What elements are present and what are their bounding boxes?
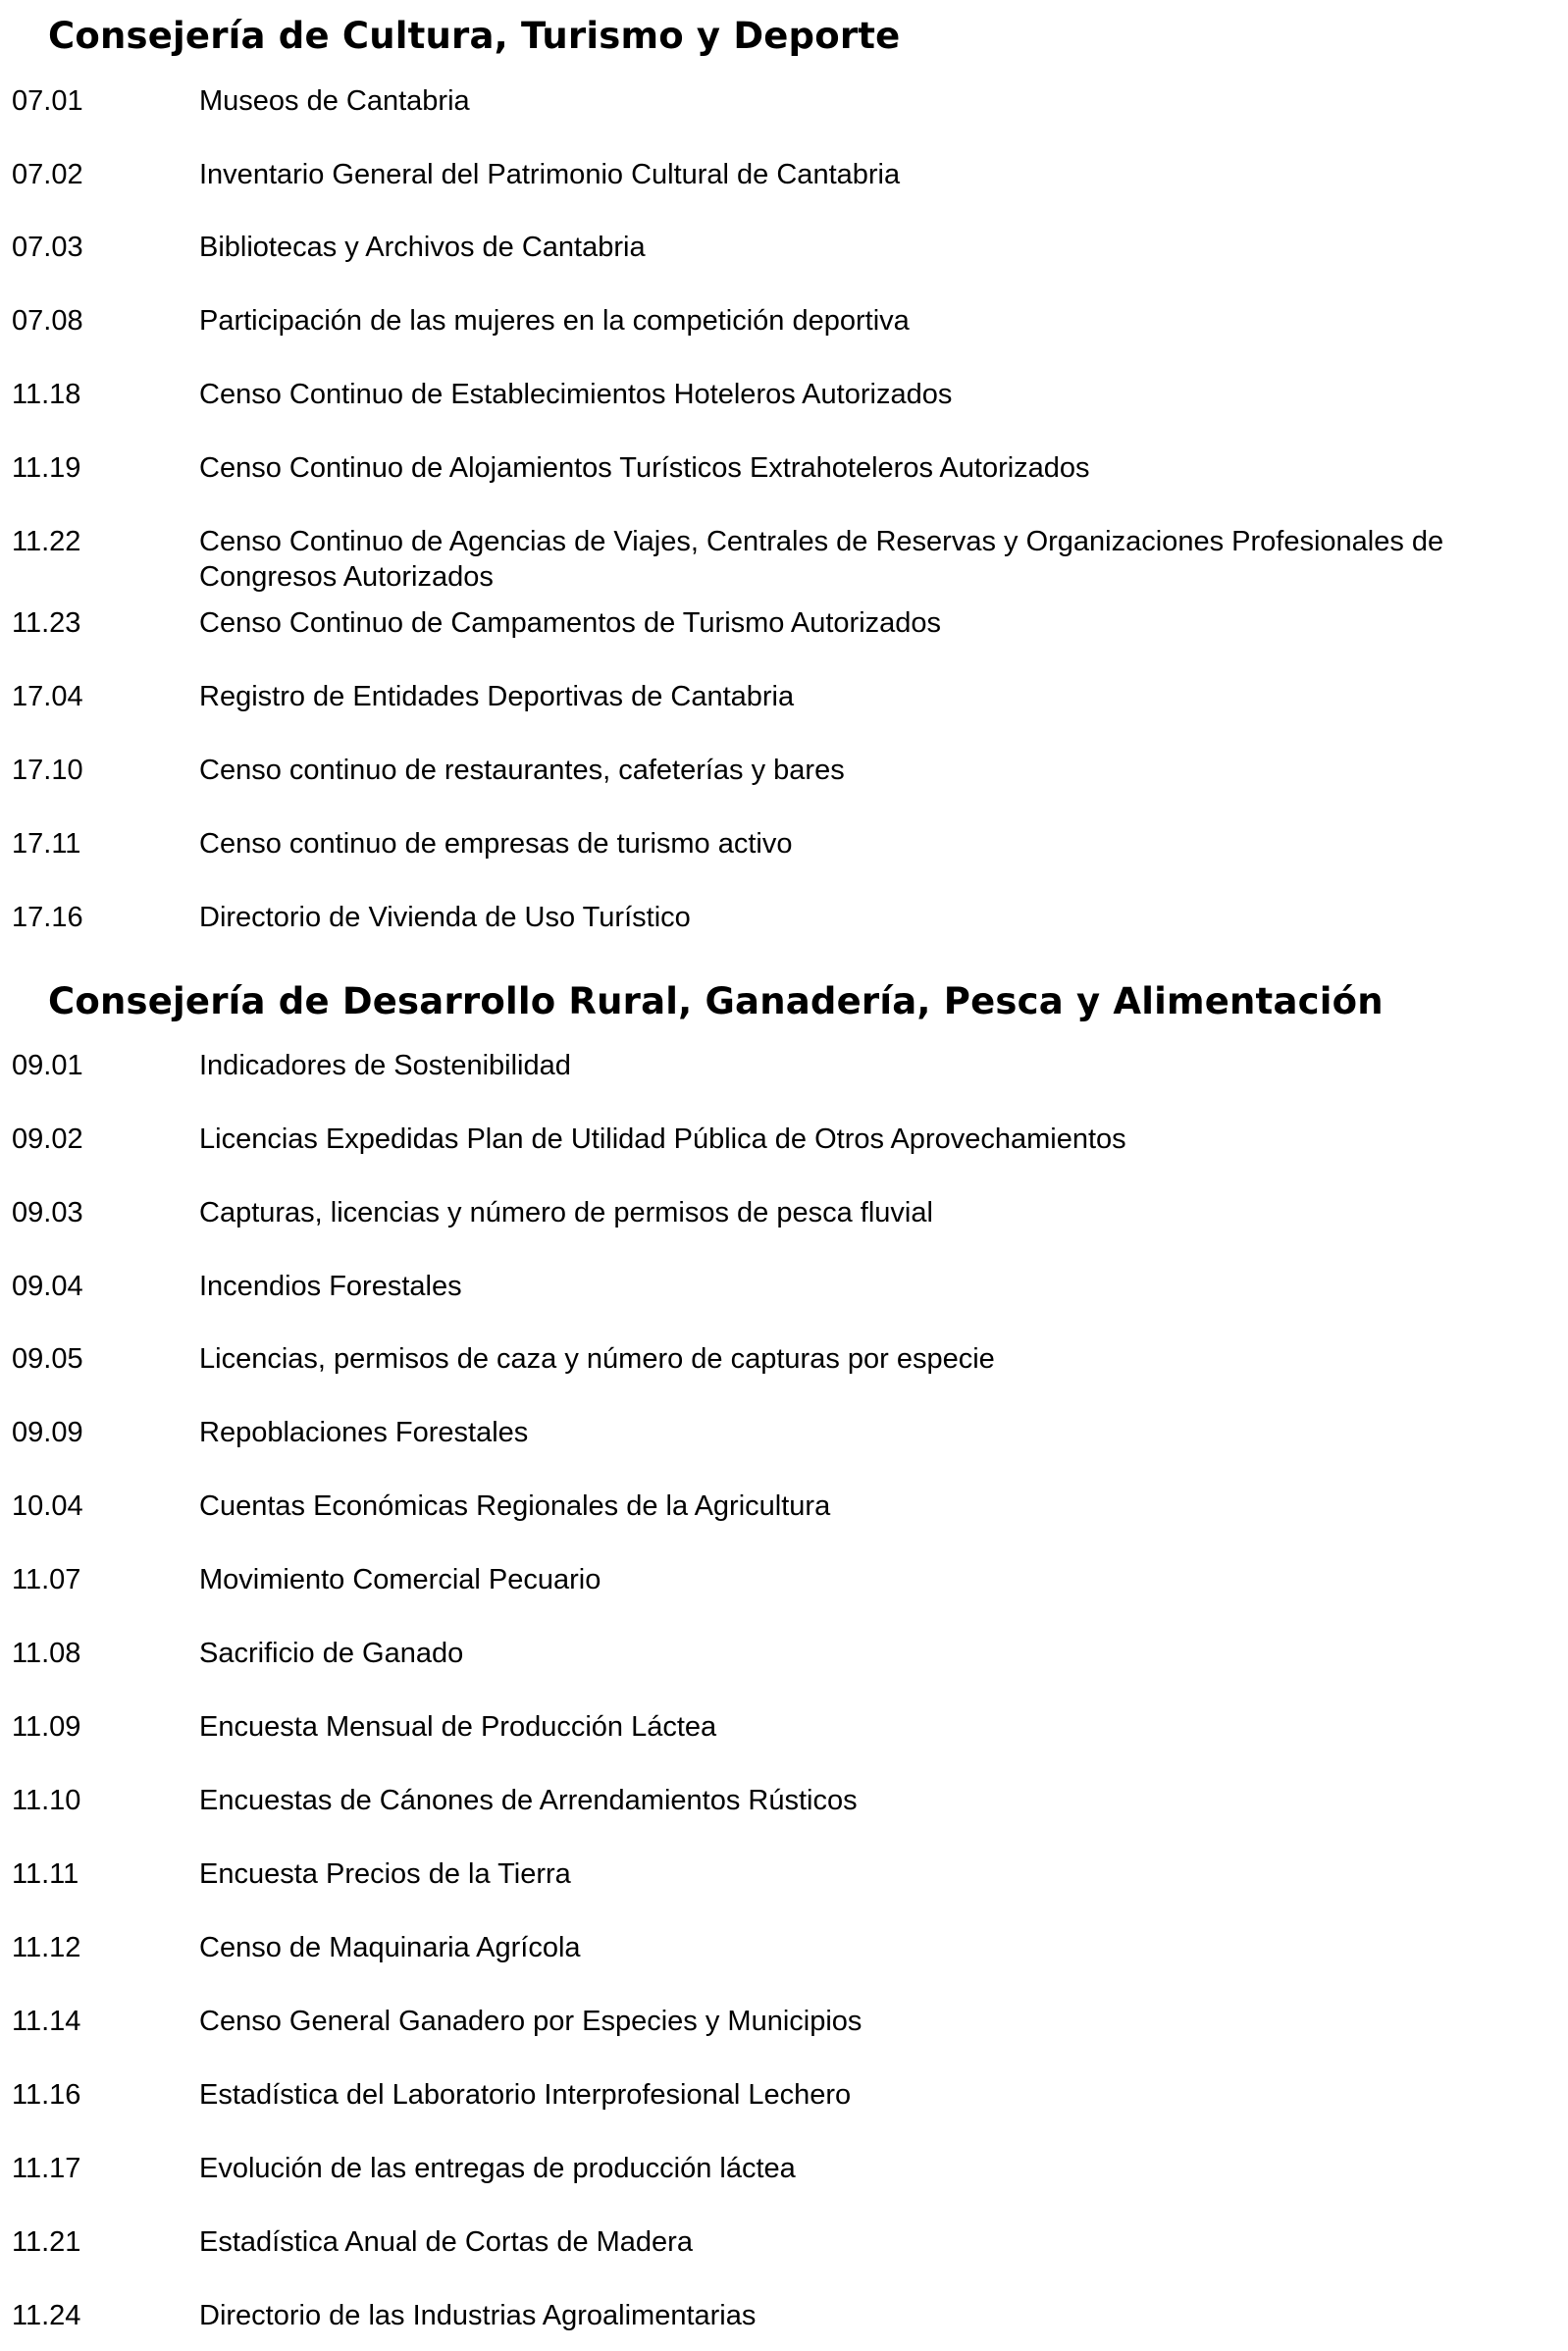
entry-code: 11.12 bbox=[12, 1932, 81, 1963]
entry-label: Cuentas Económicas Regionales de la Agricultura bbox=[199, 1490, 831, 1522]
entry-label: Evolución de las entregas de producción láctea bbox=[199, 2153, 796, 2184]
entry-label: Encuesta Precios de la Tierra bbox=[199, 1858, 571, 1890]
entry-label: Incendios Forestales bbox=[199, 1271, 462, 1302]
entry-label: Capturas, licencias y número de permisos de pesca fluvial bbox=[199, 1197, 933, 1228]
entry-code: 11.16 bbox=[12, 2079, 81, 2111]
entry-code: 11.18 bbox=[12, 379, 81, 410]
entry-code: 11.09 bbox=[12, 1711, 81, 1743]
entry-code: 17.04 bbox=[12, 681, 83, 712]
entry-code: 11.23 bbox=[12, 607, 81, 639]
entry-label: Participación de las mujeres en la competición deportiva bbox=[199, 305, 910, 337]
entry-code: 11.24 bbox=[12, 2300, 81, 2331]
entry-label: Movimiento Comercial Pecuario bbox=[199, 1564, 601, 1595]
entry-code: 11.14 bbox=[12, 2006, 81, 2037]
entry-label: Estadística Anual de Cortas de Madera bbox=[199, 2226, 693, 2258]
section-title-cultura: Consejería de Cultura, Turismo y Deporte bbox=[48, 15, 901, 57]
entry-code: 11.17 bbox=[12, 2153, 81, 2184]
entry-code: 07.08 bbox=[12, 305, 83, 337]
entry-label: Censo General Ganadero por Especies y Municipios bbox=[199, 2006, 862, 2037]
entry-label: Indicadores de Sostenibilidad bbox=[199, 1050, 571, 1081]
entry-code: 11.07 bbox=[12, 1564, 81, 1595]
entry-code: 07.02 bbox=[12, 159, 83, 190]
entry-code: 07.03 bbox=[12, 232, 83, 263]
entry-label: Registro de Entidades Deportivas de Cantabria bbox=[199, 681, 795, 712]
entry-code: 11.08 bbox=[12, 1638, 81, 1669]
entry-label: Licencias, permisos de caza y número de capturas por especie bbox=[199, 1343, 995, 1375]
entry-code: 11.21 bbox=[12, 2226, 81, 2258]
entry-code: 17.16 bbox=[12, 902, 83, 933]
entry-label: Censo Continuo de Alojamientos Turísticos Extrahoteleros Autorizados bbox=[199, 452, 1090, 484]
entry-code: 11.11 bbox=[12, 1858, 79, 1890]
entry-label: Estadística del Laboratorio Interprofesional Lechero bbox=[199, 2079, 852, 2111]
entry-code: 17.11 bbox=[12, 828, 81, 860]
entry-label: Directorio de Vivienda de Uso Turístico bbox=[199, 902, 691, 933]
entry-code: 11.22 bbox=[12, 526, 81, 557]
entry-label: Sacrificio de Ganado bbox=[199, 1638, 464, 1669]
entry-label: Bibliotecas y Archivos de Cantabria bbox=[199, 232, 646, 263]
entry-label: Encuesta Mensual de Producción Láctea bbox=[199, 1711, 717, 1743]
entry-label: Repoblaciones Forestales bbox=[199, 1417, 529, 1448]
entry-code: 09.05 bbox=[12, 1343, 83, 1375]
entry-label: Censo continuo de empresas de turismo activo bbox=[199, 828, 793, 860]
entry-label: Inventario General del Patrimonio Cultural de Cantabria bbox=[199, 159, 901, 190]
entry-label: Museos de Cantabria bbox=[199, 85, 470, 117]
entry-code: 09.09 bbox=[12, 1417, 83, 1448]
entry-code: 17.10 bbox=[12, 755, 83, 786]
entry-label: Censo de Maquinaria Agrícola bbox=[199, 1932, 581, 1963]
entry-code: 07.01 bbox=[12, 85, 83, 117]
entry-code: 11.19 bbox=[12, 452, 81, 484]
entry-label: Censo Continuo de Agencias de Viajes, Centrales de Reservas y Organizaciones Profesionales de Congresos Autorizados bbox=[199, 526, 1444, 593]
entry-code: 10.04 bbox=[12, 1490, 83, 1522]
entry-code: 09.01 bbox=[12, 1050, 83, 1081]
entry-code: 11.10 bbox=[12, 1785, 81, 1816]
entry-label: Censo continuo de restaurantes, cafeterías y bares bbox=[199, 755, 845, 786]
entry-code: 09.04 bbox=[12, 1271, 83, 1302]
entry-label: Encuestas de Cánones de Arrendamientos Rústicos bbox=[199, 1785, 858, 1816]
entry-code: 09.03 bbox=[12, 1197, 83, 1228]
section-title-desarrollo-rural: Consejería de Desarrollo Rural, Ganadería, Pesca y Alimentación bbox=[48, 980, 1384, 1022]
entry-label: Licencias Expedidas Plan de Utilidad Pública de Otros Aprovechamientos bbox=[199, 1123, 1126, 1155]
entry-code: 09.02 bbox=[12, 1123, 83, 1155]
entry-label: Censo Continuo de Establecimientos Hoteleros Autorizados bbox=[199, 379, 953, 410]
entry-label: Censo Continuo de Campamentos de Turismo Autorizados bbox=[199, 607, 942, 639]
entry-label: Directorio de las Industrias Agroalimentarias bbox=[199, 2300, 757, 2331]
